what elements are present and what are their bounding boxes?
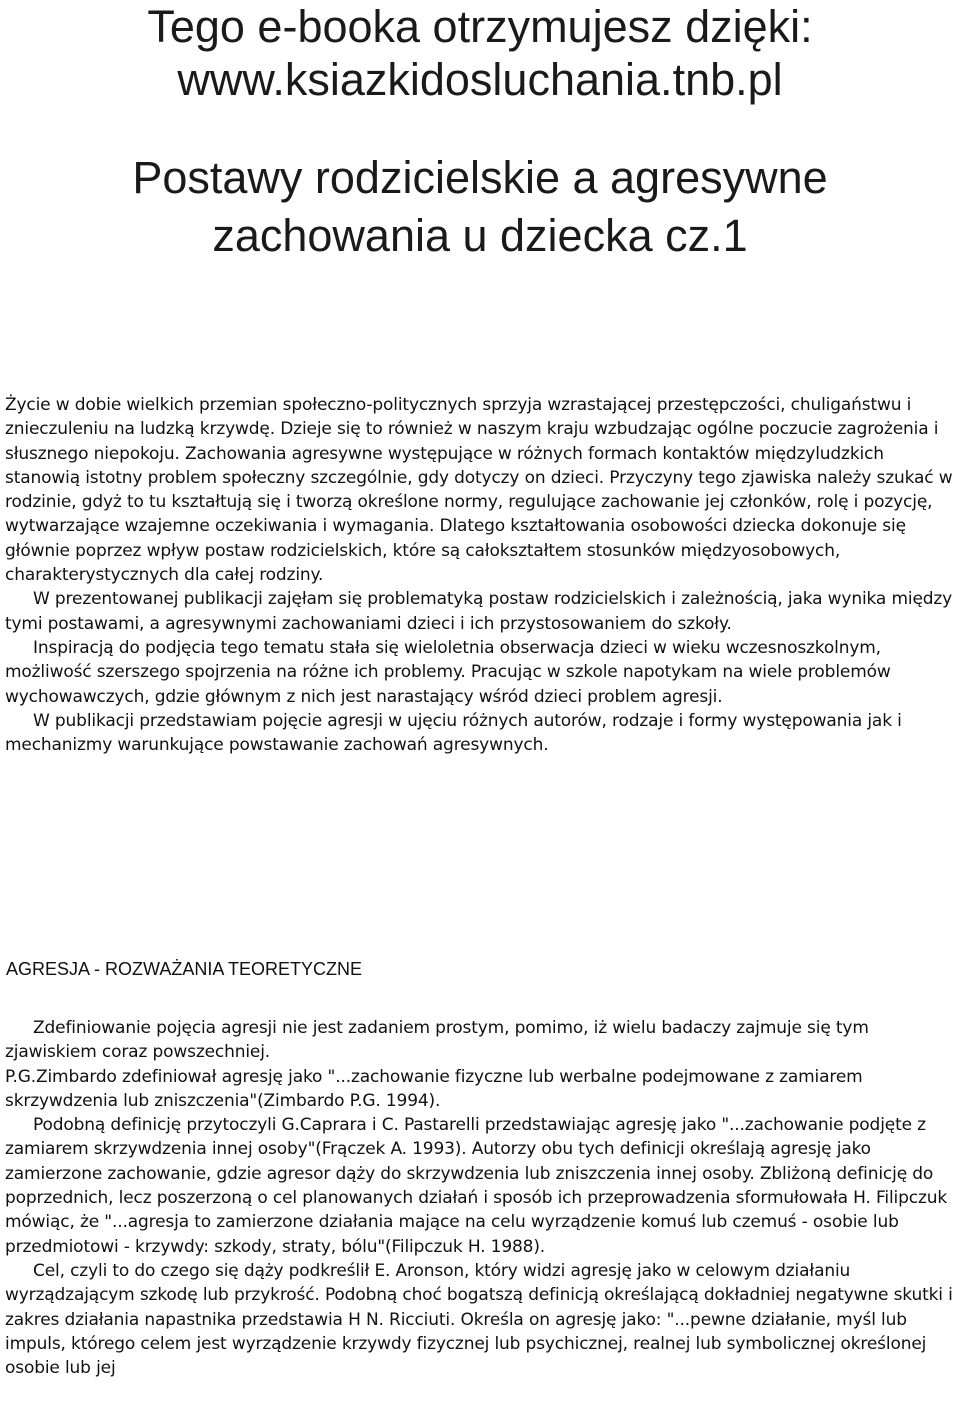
theory-section xyxy=(5,1016,957,1380)
intro-paragraph-4: W publikacji przedstawiam pojęcie agresji w ujęciu różnych autorów, rodzaje i formy występowania jak i mechanizmy warunkujące powstawanie zachowań agresywnych. xyxy=(5,710,902,756)
intro-paragraph-3: Inspiracją do podjęcia tego tematu stała się wieloletnia obserwacja dzieci w wieku wczesnoszkolnym, możliwość szerszego spojrzenia na różne ich problemy. Pracując w szkole napotykam na wiele problemów wychowawczych, gdzie głównym z nich jest narastający wśród dzieci problem agresji. xyxy=(5,637,891,707)
section-heading: AGRESJA - ROZWAŻANIA TEORETYCZNE xyxy=(6,959,363,979)
promo-line: Tego e-booka otrzymujesz dzięki: xyxy=(147,1,813,52)
theory-paragraph-1: Zdefiniowanie pojęcia agresji nie jest zadaniem prostym, pomimo, iż wielu badaczy zajmuje się tym zjawiskiem coraz powszechniej. xyxy=(5,1018,869,1063)
theory-paragraph-4: Cel, czyli to do czego się dąży podkreślił E. Aronson, który widzi agresję jako w celowym działaniu wyrządzającym szkodę lub przykrość. Podobną choć bogatszą definicją określającą dokładniej negatywne skutki i zakres działania napastnika przedstawia H N. Ricciuti. Określa on agresję jako: "...pewne działanie, myśl lub impuls, którego celem jest wyrządzenie krzywdy fizycznej lub psychicznej, realnej lub symbolicznej określonej osobie lub jej xyxy=(5,1260,953,1379)
title-line-1: Postawy rodzicielskie a agresywne xyxy=(132,152,828,203)
title-line-2: zachowania u dziecka cz.1 xyxy=(212,210,748,261)
intro-section xyxy=(5,393,957,757)
theory-paragraph-2: P.G.Zimbardo zdefiniował agresję jako "...zachowanie fizyczne lub werbalne podejmowane z zamiarem skrzywdzenia lub zniszczenia"(Zimbardo P.G. 1994). xyxy=(5,1066,863,1111)
theory-paragraph-3: Podobną definicję przytoczyli G.Caprara i C. Pastarelli przedstawiając agresję jako "...zachowanie podjęte z zamiarem skrzywdzenia innej osoby"(Frączek A. 1993). Autorzy obu tych definicji określają agresję jako zamierzone zachowanie, gdzie agresor dąży do skrzywdzenia lub zniszczenia innej osoby. Zbliżoną definicję do poprzednich, lecz poszerzoną o cel planowanych działań i sposób ich przeprowadzenia sformułowała H. Filipczuk mówiąc, że "...agresja to zamierzone działania mające na celu wyrządzenie komuś lub czemuś - osobie lub przedmiotowi - krzywdy: szkody, straty, bólu"(Filipczuk H. 1988). xyxy=(5,1115,948,1257)
intro-paragraph-1: Życie w dobie wielkich przemian społeczno-politycznych sprzyja wzrastającej przestępczości, chuligaństwu i znieczuleniu na ludzką krzywdę. Dzieje się to również w naszym kraju wzbudzając ogólne poczucie zagrożenia i słusznego niepokoju. Zachowania agresywne występujące w różnych formach kontaktów międzyludzkich stanowią istotny problem społeczny szczególnie, gdy dotyczy on dzieci. Przyczyny tego zjawiska należy szukać w rodzinie, gdyż to tu kształtują się i tworzą określone normy, regulujące zachowanie jej członków, rolę i pozycję, wytwarzające wzajemne oczekiwania i wymagania. Dlatego kształtowania osobowości dziecka dokonuje się głównie poprzez wpływ postaw rodzicielskich, które są całokształtem stosunków międzyosobowych, charakterystycznych dla całej rodziny. xyxy=(5,395,953,586)
promo-website: www.ksiazkidosluchania.tnb.pl xyxy=(177,54,783,105)
intro-paragraph-2: W prezentowanej publikacji zajęłam się problematyką postaw rodzicielskich i zależnością, jaka wynika między tymi postawami, a agresywnymi zachowaniami dzieci i ich przystosowaniem do szkoły. xyxy=(5,589,953,634)
